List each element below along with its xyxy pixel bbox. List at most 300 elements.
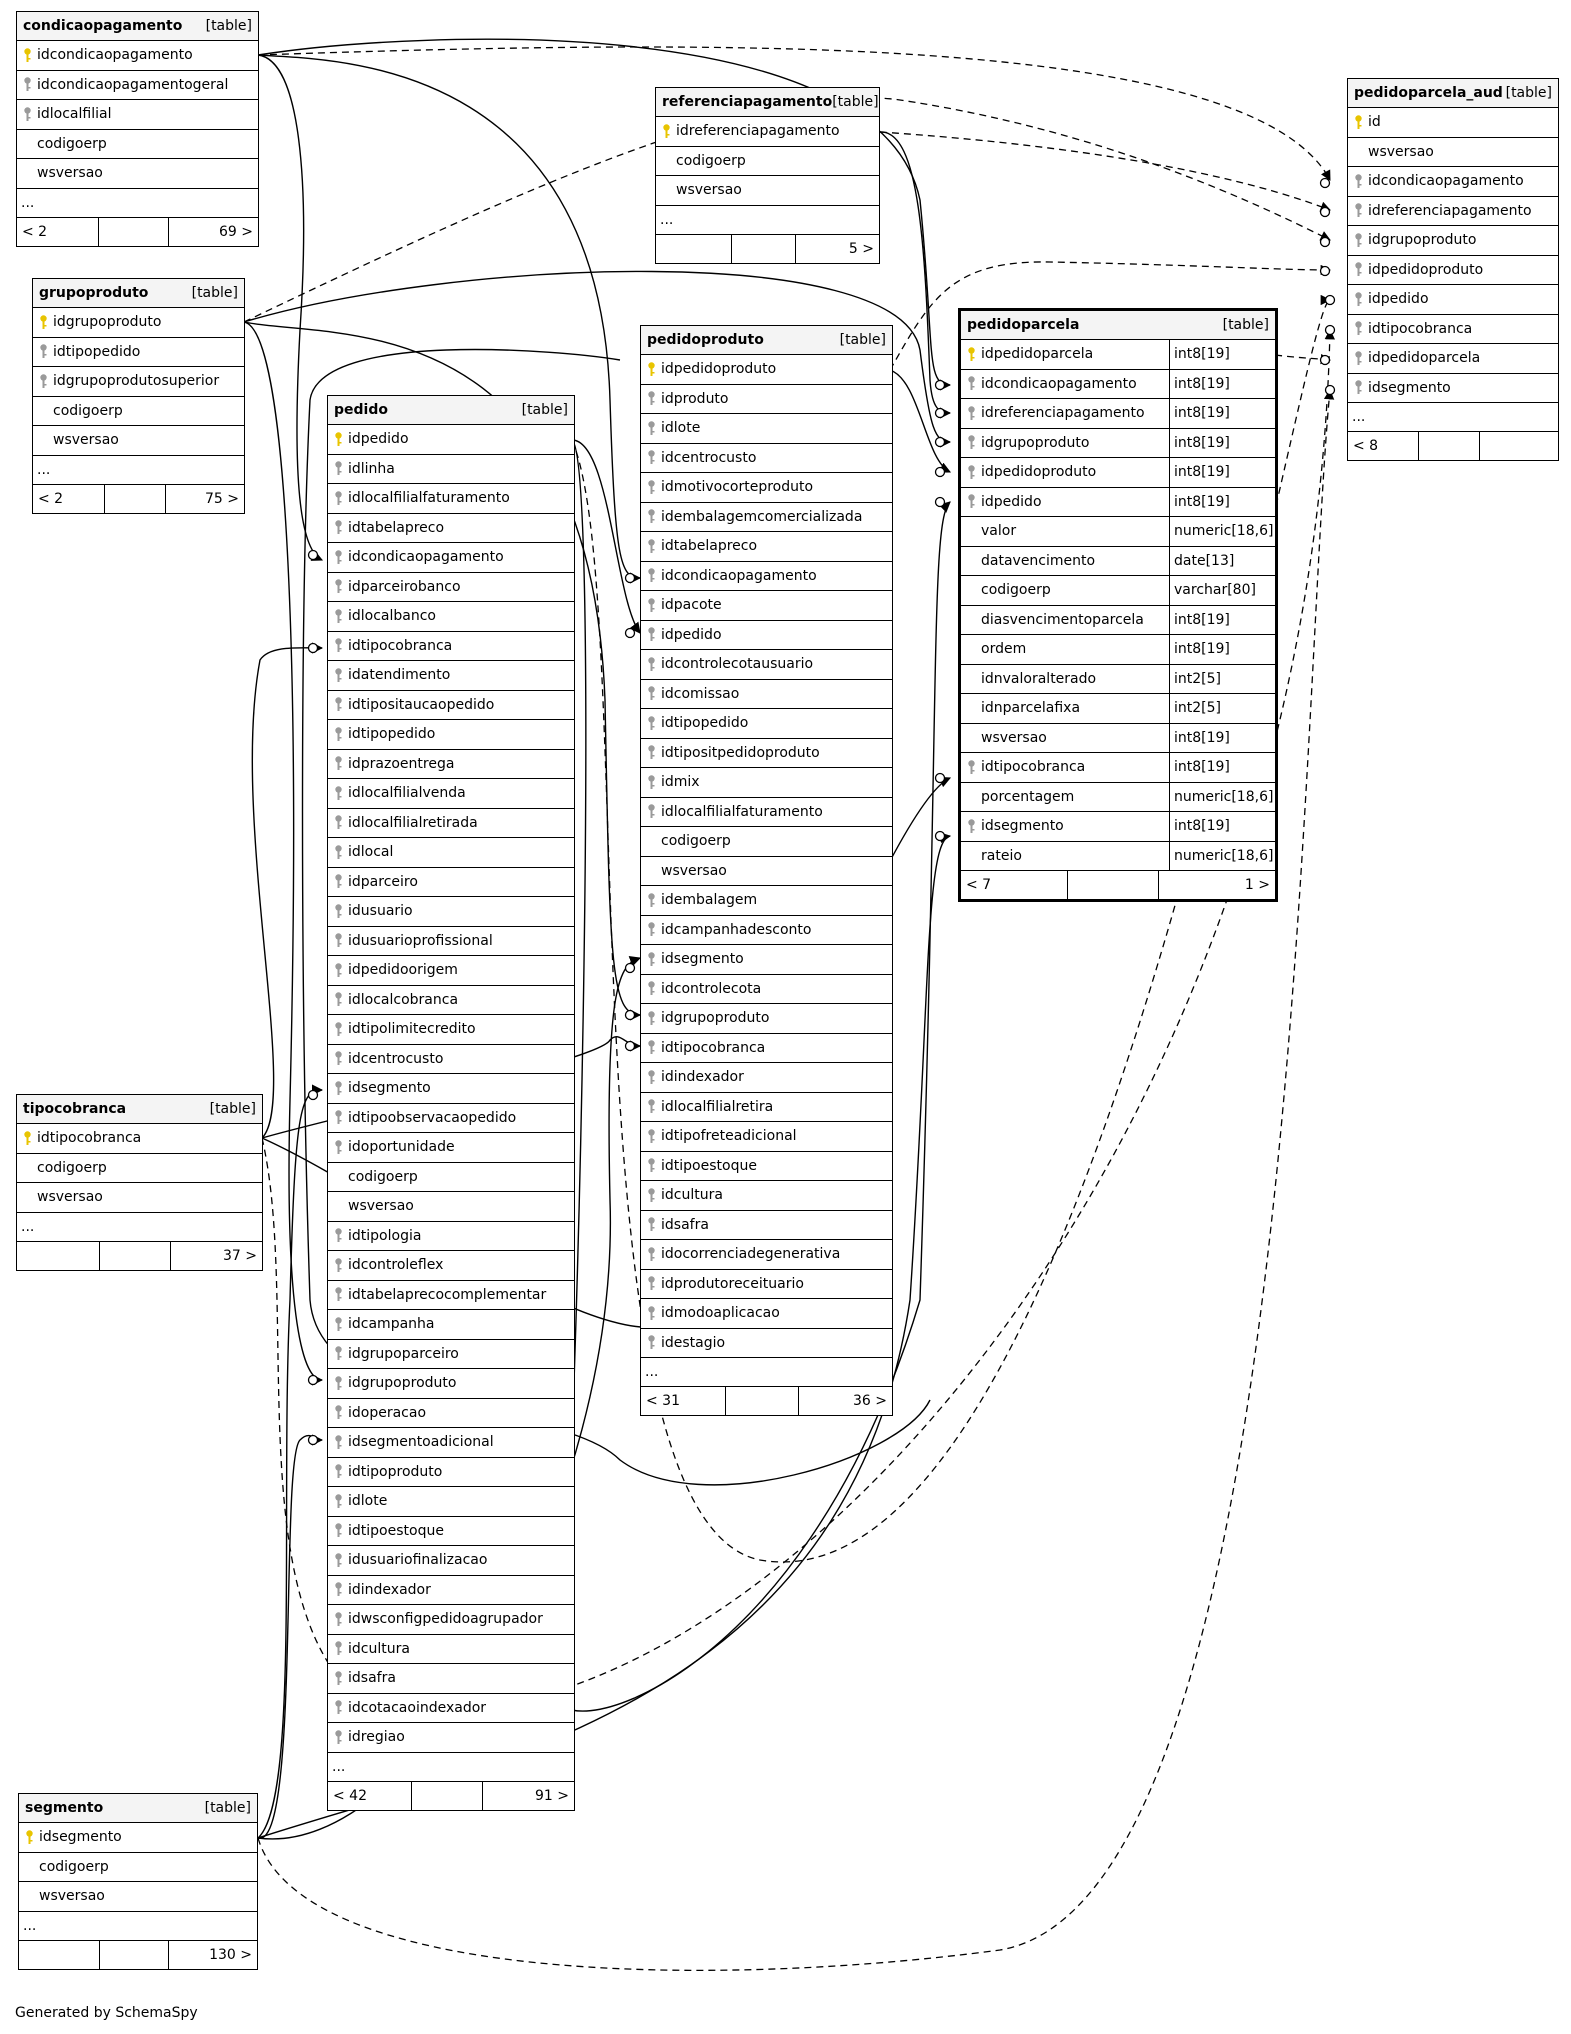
column-row[interactable]: [328, 1635, 574, 1665]
parent-count[interactable]: < 2: [17, 218, 99, 246]
child-count[interactable]: 91 >: [535, 1787, 569, 1804]
column-row[interactable]: [656, 176, 879, 206]
column-row[interactable]: [328, 1546, 574, 1576]
column-row[interactable]: [17, 159, 258, 189]
column-name-cell: [641, 1329, 892, 1358]
column-type: numeric[18,6]: [1169, 783, 1275, 812]
table-tipocobranca[interactable]: [16, 1094, 263, 1271]
foreign-key-icon: [641, 421, 661, 436]
column-name-cell: [328, 573, 574, 602]
child-count[interactable]: 75 >: [205, 490, 239, 507]
column-name-cell: [641, 385, 892, 414]
column-name: wsversao: [39, 1888, 105, 1905]
column-row[interactable]: [17, 71, 258, 101]
column-name-cell: [961, 606, 1169, 635]
column-row[interactable]: [961, 576, 1275, 606]
foreign-key-icon: [641, 716, 661, 731]
column-name: idcentrocusto: [348, 1050, 444, 1067]
column-row[interactable]: [328, 779, 574, 809]
column-row[interactable]: [33, 308, 244, 338]
column-name-cell: [328, 1399, 574, 1428]
column-row[interactable]: [961, 399, 1275, 429]
column-row[interactable]: [328, 602, 574, 632]
column-name: codigoerp: [348, 1168, 418, 1185]
column-name-cell: [328, 1104, 574, 1133]
column-row[interactable]: [33, 367, 244, 397]
parent-count[interactable]: < 31: [641, 1387, 726, 1415]
column-name: idtipocobranca: [1368, 320, 1473, 337]
column-row[interactable]: [17, 1183, 262, 1213]
parent-count[interactable]: [17, 1242, 100, 1270]
column-row[interactable]: [641, 945, 892, 975]
column-name: codigoerp: [676, 152, 746, 169]
column-row[interactable]: [961, 812, 1275, 842]
foreign-key-icon: [328, 1110, 348, 1125]
column-row[interactable]: [328, 1428, 574, 1458]
column-type: int8[19]: [1169, 488, 1275, 517]
column-name-cell: [17, 41, 258, 70]
column-name-cell: [328, 1635, 574, 1664]
column-row[interactable]: [328, 632, 574, 662]
column-row[interactable]: [961, 458, 1275, 488]
column-name: idtabelapreco: [348, 519, 445, 536]
footer-spacer: [726, 1387, 799, 1415]
column-row[interactable]: [17, 1124, 262, 1154]
table-header[interactable]: [17, 1095, 262, 1124]
column-row[interactable]: [328, 1133, 574, 1163]
column-name-cell: [328, 425, 574, 454]
column-row[interactable]: [1348, 256, 1558, 286]
table-segmento[interactable]: [18, 1793, 258, 1970]
column-name: idpacote: [661, 597, 722, 614]
column-name-cell: [961, 812, 1169, 841]
column-row[interactable]: [328, 1605, 574, 1635]
column-row[interactable]: [641, 1152, 892, 1182]
column-name: idusuariofinalizacao: [348, 1552, 488, 1569]
column-row[interactable]: [1348, 344, 1558, 374]
column-name-cell: [328, 956, 574, 985]
column-row[interactable]: [328, 897, 574, 927]
column-row[interactable]: [1348, 315, 1558, 345]
foreign-key-icon: [1348, 262, 1368, 277]
column-name: idsafra: [661, 1216, 709, 1233]
column-name: idregiao: [348, 1729, 405, 1746]
column-name-cell: [19, 1882, 257, 1911]
column-name-cell: [328, 1723, 574, 1752]
table-grupoproduto[interactable]: [32, 278, 245, 514]
column-name-cell: [1348, 226, 1558, 255]
column-name: idoportunidade: [348, 1139, 455, 1156]
primary-key-icon: [641, 362, 661, 377]
column-row[interactable]: [328, 1458, 574, 1488]
table-name: pedidoproduto: [647, 332, 764, 348]
foreign-key-icon: [328, 1081, 348, 1096]
column-name: idcomissao: [661, 685, 740, 702]
column-name-cell: [328, 897, 574, 926]
column-name-cell: [328, 1428, 574, 1457]
column-row[interactable]: [1348, 138, 1558, 168]
column-name: idcampanha: [348, 1316, 435, 1333]
column-name: idtipositpedidoproduto: [661, 744, 820, 761]
column-name: datavencimento: [981, 552, 1096, 569]
table-pedidoparcela-aud[interactable]: [1347, 78, 1559, 461]
column-name-cell: [19, 1823, 257, 1852]
column-name-cell: [328, 514, 574, 543]
column-name-cell: [328, 1546, 574, 1575]
column-name: idpedidoproduto: [1368, 261, 1484, 278]
column-row[interactable]: [641, 385, 892, 415]
foreign-key-icon: [328, 1317, 348, 1332]
column-row[interactable]: [641, 827, 892, 857]
foreign-key-icon: [1348, 351, 1368, 366]
foreign-key-icon: [1348, 380, 1368, 395]
column-name: diasvencimentoparcela: [981, 611, 1144, 628]
column-row[interactable]: [961, 517, 1275, 547]
column-row[interactable]: [328, 514, 574, 544]
column-row[interactable]: [1348, 167, 1558, 197]
column-name: wsversao: [348, 1198, 414, 1215]
child-count[interactable]: 1 >: [1244, 877, 1270, 893]
column-row[interactable]: [961, 606, 1275, 636]
column-row[interactable]: [17, 1154, 262, 1184]
foreign-key-icon: [328, 1405, 348, 1420]
column-row[interactable]: [1348, 197, 1558, 227]
column-row[interactable]: [656, 117, 879, 147]
column-row[interactable]: [17, 130, 258, 160]
foreign-key-icon: [328, 638, 348, 653]
column-name: idnparcelafixa: [981, 700, 1081, 717]
table-condicaopagamento[interactable]: [16, 11, 259, 247]
column-row[interactable]: [641, 975, 892, 1005]
column-row[interactable]: [641, 1211, 892, 1241]
column-name-cell: [641, 503, 892, 532]
column-row[interactable]: [328, 455, 574, 485]
column-row[interactable]: [328, 1517, 574, 1547]
column-row[interactable]: [19, 1853, 257, 1883]
column-name: wsversao: [37, 1189, 103, 1206]
column-name-cell: [641, 1270, 892, 1299]
column-name: idlocalfilial: [37, 106, 112, 123]
parent-count[interactable]: < 8: [1348, 432, 1419, 460]
column-name-cell: [328, 1576, 574, 1605]
column-name-cell: [19, 1853, 257, 1882]
column-row[interactable]: [33, 397, 244, 427]
column-row[interactable]: [328, 1222, 574, 1252]
column-name-cell: [328, 1340, 574, 1369]
column-row[interactable]: [641, 355, 892, 385]
more-columns: ...: [17, 1213, 262, 1242]
column-type: int8[19]: [1169, 458, 1275, 487]
column-row[interactable]: [641, 739, 892, 769]
table-pedidoparcela[interactable]: [958, 308, 1278, 902]
column-row[interactable]: [328, 1487, 574, 1517]
column-name: idcondicaopagamento: [1368, 173, 1524, 190]
column-row[interactable]: [641, 1063, 892, 1093]
column-row[interactable]: [328, 1251, 574, 1281]
column-row[interactable]: [328, 838, 574, 868]
foreign-key-icon: [641, 509, 661, 524]
column-name-cell: [641, 945, 892, 974]
table-header[interactable]: [19, 1794, 257, 1823]
column-name-cell: [328, 927, 574, 956]
foreign-key-icon: [961, 819, 981, 834]
column-row[interactable]: [1348, 226, 1558, 256]
column-row[interactable]: [328, 1163, 574, 1193]
column-row[interactable]: [641, 1093, 892, 1123]
foreign-key-icon: [328, 1730, 348, 1745]
column-row[interactable]: [641, 532, 892, 562]
more-columns: ...: [17, 189, 258, 218]
column-row[interactable]: [328, 543, 574, 573]
column-row[interactable]: [641, 680, 892, 710]
table-header[interactable]: [961, 311, 1275, 340]
column-name: rateio: [981, 847, 1022, 864]
foreign-key-icon: [328, 1022, 348, 1037]
primary-key-icon: [328, 432, 348, 447]
column-row[interactable]: [19, 1823, 257, 1853]
foreign-key-icon: [641, 1335, 661, 1350]
column-name-cell: [961, 340, 1169, 369]
column-row[interactable]: [328, 1664, 574, 1694]
column-name-cell: [641, 1211, 892, 1240]
foreign-key-icon: [641, 893, 661, 908]
column-row[interactable]: [328, 1694, 574, 1724]
column-type: int8[19]: [1169, 370, 1275, 399]
table-name: pedidoparcela: [967, 317, 1080, 333]
column-row[interactable]: [641, 1004, 892, 1034]
foreign-key-icon: [328, 815, 348, 830]
column-row[interactable]: [961, 842, 1275, 872]
column-row[interactable]: [641, 1122, 892, 1152]
foreign-key-icon: [641, 1306, 661, 1321]
column-row[interactable]: [961, 370, 1275, 400]
column-row[interactable]: [961, 783, 1275, 813]
column-row[interactable]: [328, 1399, 574, 1429]
parent-count[interactable]: < 7: [961, 871, 1068, 899]
foreign-key-icon: [641, 775, 661, 790]
column-name: idmix: [661, 774, 700, 791]
foreign-key-icon: [328, 550, 348, 565]
table-referenciapagamento[interactable]: [655, 87, 880, 264]
column-row[interactable]: [328, 809, 574, 839]
column-row[interactable]: [641, 1270, 892, 1300]
column-name: idusuario: [348, 903, 413, 920]
child-count[interactable]: 69 >: [219, 223, 253, 240]
foreign-key-icon: [328, 461, 348, 476]
column-name-cell: [961, 783, 1169, 812]
column-name: idsegmento: [981, 818, 1064, 835]
fk-line: [572, 440, 640, 633]
column-row[interactable]: [641, 1034, 892, 1064]
column-row[interactable]: [641, 798, 892, 828]
more-columns: ...: [328, 1753, 574, 1782]
column-row[interactable]: [641, 650, 892, 680]
column-name-cell: [641, 857, 892, 886]
column-row[interactable]: [328, 868, 574, 898]
table-type-tag: [table]: [839, 332, 886, 348]
table-header[interactable]: [1348, 79, 1558, 108]
column-row[interactable]: [328, 1015, 574, 1045]
column-row[interactable]: [641, 1299, 892, 1329]
column-row[interactable]: [641, 709, 892, 739]
child-count[interactable]: 130 >: [209, 1946, 252, 1963]
column-row[interactable]: [328, 573, 574, 603]
child-count[interactable]: 36 >: [853, 1393, 887, 1409]
foreign-key-icon: [328, 1228, 348, 1243]
column-name-cell: [328, 1251, 574, 1280]
parent-count[interactable]: < 2: [33, 485, 105, 513]
foreign-key-icon: [641, 1276, 661, 1291]
column-row[interactable]: [961, 724, 1275, 754]
column-row[interactable]: [328, 1723, 574, 1753]
column-row[interactable]: [328, 1074, 574, 1104]
footer-spacer: [99, 218, 169, 246]
column-row[interactable]: [641, 414, 892, 444]
column-row[interactable]: [961, 665, 1275, 695]
column-row[interactable]: [641, 1240, 892, 1270]
column-row[interactable]: [328, 1192, 574, 1222]
column-name-cell: [961, 547, 1169, 576]
child-count[interactable]: 37 >: [223, 1247, 257, 1264]
column-row[interactable]: [328, 1340, 574, 1370]
column-name: idproduto: [661, 390, 729, 407]
column-row[interactable]: [961, 694, 1275, 724]
column-row[interactable]: [641, 857, 892, 887]
table-header[interactable]: [656, 88, 879, 117]
column-name-cell: [328, 1517, 574, 1546]
column-row[interactable]: [328, 1310, 574, 1340]
column-name: idatendimento: [348, 667, 451, 684]
column-name-cell: [33, 397, 244, 426]
column-row[interactable]: [961, 547, 1275, 577]
column-row[interactable]: [328, 1045, 574, 1075]
column-name-cell: [641, 739, 892, 768]
table-header[interactable]: [641, 326, 892, 355]
table-header[interactable]: [17, 12, 258, 41]
column-row[interactable]: [1348, 108, 1558, 138]
column-name: wsversao: [53, 432, 119, 449]
foreign-key-icon: [641, 1158, 661, 1173]
column-row[interactable]: [1348, 374, 1558, 404]
table-header[interactable]: [33, 279, 244, 308]
column-row[interactable]: [641, 916, 892, 946]
column-name: idlocal: [348, 844, 394, 861]
column-row[interactable]: [641, 444, 892, 474]
column-row[interactable]: [641, 1181, 892, 1211]
column-row[interactable]: [17, 41, 258, 71]
parent-count[interactable]: < 42: [328, 1782, 412, 1810]
column-row[interactable]: [328, 986, 574, 1016]
column-row[interactable]: [33, 338, 244, 368]
column-row[interactable]: [961, 429, 1275, 459]
foreign-key-icon: [961, 494, 981, 509]
foreign-key-icon: [328, 786, 348, 801]
column-row[interactable]: [328, 484, 574, 514]
column-row[interactable]: [328, 1369, 574, 1399]
foreign-key-icon: [641, 1011, 661, 1026]
column-row[interactable]: [328, 691, 574, 721]
column-name-cell: [641, 916, 892, 945]
column-name: idcultura: [348, 1640, 410, 1657]
column-row[interactable]: [328, 1104, 574, 1134]
column-row[interactable]: [33, 426, 244, 456]
column-name: idtipocobranca: [981, 759, 1086, 776]
column-name-cell: [328, 1281, 574, 1310]
column-name-cell: [328, 1074, 574, 1103]
column-name: idindexador: [348, 1581, 431, 1598]
column-row[interactable]: [641, 886, 892, 916]
table-pedidoproduto[interactable]: [640, 325, 893, 1416]
column-row[interactable]: [19, 1882, 257, 1912]
column-row[interactable]: [641, 591, 892, 621]
foreign-key-icon: [328, 1435, 348, 1450]
child-count[interactable]: 5 >: [848, 240, 874, 257]
column-row[interactable]: [17, 100, 258, 130]
column-row[interactable]: [328, 720, 574, 750]
parent-count[interactable]: [656, 235, 732, 263]
column-row[interactable]: [328, 750, 574, 780]
column-row[interactable]: [656, 147, 879, 177]
foreign-key-icon: [328, 992, 348, 1007]
column-row[interactable]: [641, 768, 892, 798]
column-row[interactable]: [641, 562, 892, 592]
column-name: idcontrolecota: [661, 980, 762, 997]
column-row[interactable]: [641, 1329, 892, 1359]
column-name: idcotacaoindexador: [348, 1699, 487, 1716]
column-name-cell: [17, 1154, 262, 1183]
foreign-key-icon: [328, 1376, 348, 1391]
column-row[interactable]: [328, 956, 574, 986]
column-name: wsversao: [981, 729, 1047, 746]
column-row[interactable]: [641, 503, 892, 533]
column-name: idtipofreteadicional: [661, 1128, 797, 1145]
foreign-key-icon: [328, 756, 348, 771]
column-row[interactable]: [961, 753, 1275, 783]
column-row[interactable]: [641, 473, 892, 503]
column-name-cell: [641, 1093, 892, 1122]
table-footer: [17, 1242, 262, 1270]
column-name-cell: [328, 661, 574, 690]
table-footer: [17, 218, 258, 246]
column-row[interactable]: [328, 1576, 574, 1606]
child-count[interactable]: [1480, 432, 1558, 460]
table-pedido[interactable]: [327, 395, 575, 1811]
column-name: idreferenciapagamento: [981, 405, 1145, 422]
footer-spacer: [412, 1782, 483, 1810]
table-name: condicaopagamento: [23, 18, 183, 34]
column-name-cell: [641, 650, 892, 679]
column-row[interactable]: [328, 661, 574, 691]
foreign-key-icon: [328, 1671, 348, 1686]
column-row[interactable]: [328, 927, 574, 957]
column-row[interactable]: [1348, 285, 1558, 315]
table-type-tag: [table]: [205, 18, 252, 34]
parent-count[interactable]: [19, 1941, 100, 1969]
column-type: varchar[80]: [1169, 576, 1275, 605]
column-row[interactable]: [961, 635, 1275, 665]
column-row[interactable]: [328, 425, 574, 455]
table-header[interactable]: [328, 396, 574, 425]
column-name: idtipositaucaopedido: [348, 696, 495, 713]
column-row[interactable]: [961, 488, 1275, 518]
column-row[interactable]: [328, 1281, 574, 1311]
column-row[interactable]: [641, 621, 892, 651]
column-name: idlocalfilialretirada: [348, 814, 478, 831]
column-type: int8[19]: [1169, 429, 1275, 458]
column-row[interactable]: [961, 340, 1275, 370]
column-name: idlote: [348, 1493, 388, 1510]
column-name-cell: [656, 176, 879, 205]
